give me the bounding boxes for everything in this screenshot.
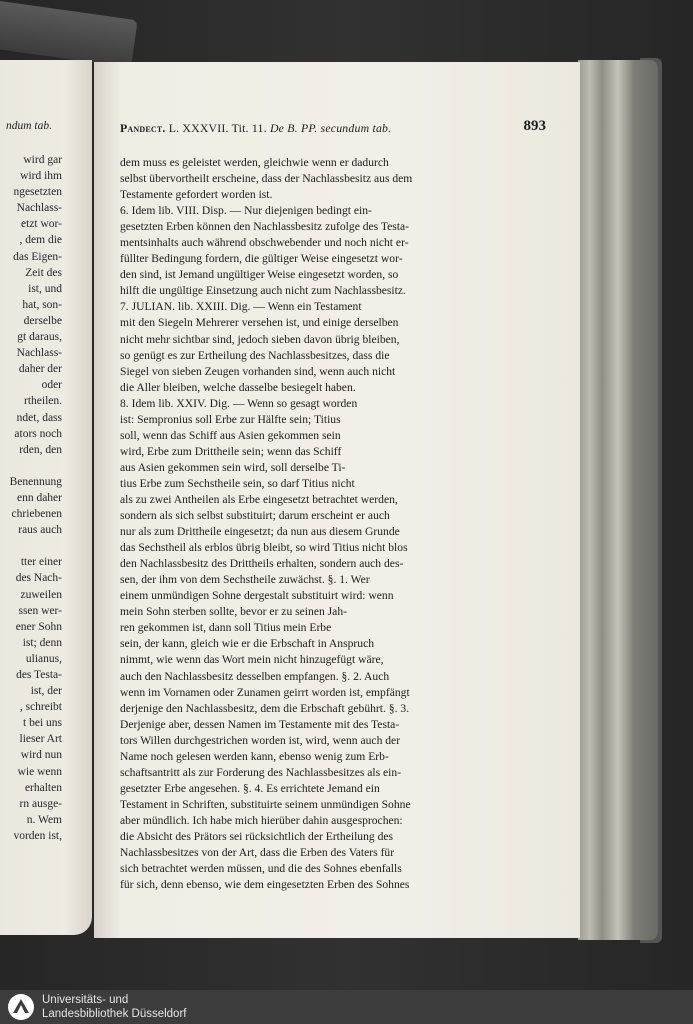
text-line: gesetzter Erbe angesehen. §. 4. Es errichtete Jemand ein (120, 781, 380, 795)
text-line: nimmt, wie wenn das Wort mein nicht hinzugefügt wäre, (120, 653, 384, 667)
text-line: den sind, ist Jemand ungültiger Weise eingesetzt worden, so (120, 268, 399, 282)
text-line: wenn im Vornamen oder Zunamen geirrt worden ist, empfängt (120, 685, 410, 699)
text-line: Siegel von sieben Zeugen vorhanden sind, wenn auch nicht (120, 364, 396, 378)
text-line: 6. Idem lib. VIII. Disp. — Nur diejenigen bedingt ein- (120, 204, 372, 218)
left-text-line: wird ihm (20, 170, 62, 183)
text-line: mein Sohn sterben sollte, bevor er zu seinen Jah- (120, 605, 347, 619)
left-page-text (10, 152, 62, 844)
text-line: tors Willen durchgestrichen worden ist, wird, wenn auch der (120, 733, 401, 747)
left-text-line (10, 538, 62, 554)
left-text-line: tter einer (20, 556, 62, 569)
left-text-line: Benennung (9, 475, 62, 488)
text-line: füllter Bedingung fordern, die gültiger Weise eingesetzt wor- (120, 252, 403, 266)
text-line: den Nachlassbesitz des Drittheils erhalten, sondern auch des- (120, 557, 404, 571)
text-line: dem muss es geleistet werden, gleichwie wenn er dadurch (120, 156, 389, 169)
text-line: Derjenige aber, dessen Namen im Testamente mit des Testa- (120, 717, 400, 731)
left-page-header: ndum tab. (6, 120, 52, 132)
text-line: selbst übervortheilt erscheine, dass der Nachlassbesitz aus dem (120, 172, 413, 186)
left-text-line: t bei uns (23, 717, 62, 730)
left-text-line: gt daraus, (17, 331, 62, 344)
text-line: Name noch gelesen werden kann, ebenso wenig zum Erb- (120, 749, 389, 763)
book-band (0, 0, 138, 68)
left-text-line (10, 458, 62, 474)
text-line: die Aller bleiben, welche dasselbe besiegelt haben. (120, 380, 356, 394)
text-line: nur als zum Drittheile eingesetzt; da nun aus diesem Grunde (120, 525, 400, 539)
left-text-line: ndet, dass (16, 411, 62, 424)
text-line: so genügt es zur Ertheilung des Nachlassbesitzes, dass die (120, 348, 390, 362)
left-text-line: daher der (18, 363, 62, 376)
book-page-edges (578, 60, 658, 940)
text-line: schaftsantritt als zur Forderung des Nachlassbesitzes als ein- (120, 765, 402, 779)
text-line: Testamente gefordert worden ist. (120, 188, 273, 202)
left-text-line: ators noch (14, 427, 62, 440)
left-text-line: Nachlass- (16, 202, 62, 215)
left-text-line: ist; denn (22, 636, 62, 649)
text-line: mentsinhalts auch während obschwebender und noch nicht er- (120, 236, 409, 250)
left-text-line: Nachlass- (16, 347, 62, 360)
running-head-pandect: Pandect. (120, 121, 166, 135)
text-line: die Absicht des Prätors sei rücksichtlich der Ertheilung des (120, 829, 394, 843)
text-line: Testament in Schriften, substituirte seinem unmündigen Sohne (120, 797, 411, 811)
left-text-line: rn ausge- (19, 797, 62, 810)
text-line: 8. Idem lib. XXIV. Dig. — Wenn so gesagt worden (120, 396, 358, 410)
text-line: ren gekommen ist, dann soll Titius mein Erbe (120, 621, 332, 635)
left-text-line: das Eigen- (13, 250, 62, 263)
page-number: 893 (523, 118, 546, 134)
text-line: auch den Nachlassbesitz desselben empfangen. §. 2. Auch (120, 669, 390, 683)
left-text-line: Zeit des (25, 266, 62, 279)
text-line: sein, der kann, gleich wie er die Erbschaft in Anspruch (120, 637, 375, 651)
text-line: sondern als sich selbst substituirt; darum erscheint er auch (120, 509, 390, 523)
text-line: soll, wenn das Schiff aus Asien gekommen sein (120, 428, 341, 442)
text-line: Nachlassbesitzes von der Art, dass die Erben des Vaters für (120, 846, 395, 860)
main-page (94, 62, 580, 938)
left-text-line: hat, son- (22, 298, 62, 311)
left-text-line: chriebenen (11, 508, 62, 521)
left-text-line: ulianus, (25, 652, 62, 665)
left-text-line: wie wenn (17, 765, 62, 778)
left-text-line: ngesetzten (13, 186, 62, 199)
text-line: das Sechstheil als erblos übrig bleibt, so wird Titius nicht blos (120, 541, 408, 555)
library-footer (0, 990, 693, 1024)
text-line: 7. JULIAN. lib. XXIII. Dig. — Wenn ein Testament (120, 300, 362, 314)
left-text-line: rden, den (19, 443, 62, 456)
text-line: aus Asien gekommen sein wird, soll derselbe Ti- (120, 460, 346, 474)
footer-line-2: Landesbibliothek Düsseldorf (42, 1008, 187, 1020)
left-text-line: , dem die (19, 234, 62, 247)
text-line: gesetzten Erben können den Nachlassbesitz zufolge des Testa- (120, 220, 410, 234)
left-text-line: vorden ist, (13, 829, 62, 842)
body-text (120, 155, 540, 893)
text-line: für sich, denn ebenso, wie dem eingesetzten Erben des Sohnes (120, 878, 410, 892)
text-line: ist: Sempronius soll Erbe zur Hälfte sein; Titius (120, 412, 341, 426)
text-line: wird, Erbe zum Drittheile sein; wenn das Schiff (120, 444, 342, 458)
text-line: als zu zwei Antheilen als Erbe eingesetzt betrachtet werden, (120, 492, 398, 506)
left-text-line: wird nun (20, 749, 62, 762)
running-head-italic: De B. PP. secundum tab. (269, 121, 392, 135)
text-line: hilft die ungültige Einsetzung auch nicht zum Nachlassbesitz. (120, 284, 406, 298)
left-text-line: , schreibt (19, 701, 62, 714)
text-line: einem unmündigen Sohne dergestalt substituirt wird: wenn (120, 589, 394, 603)
running-head (120, 118, 570, 138)
left-text-line: wird gar (23, 154, 62, 166)
running-head-title (120, 121, 391, 136)
left-text-line: rtheilen. (24, 395, 62, 408)
text-line: derjenige den Nachlassbesitz, dem die Erbschaft gebührt. §. 3. (120, 701, 410, 715)
left-text-line: ist, der (30, 685, 62, 698)
running-head-book: L. XXXVII. Tit. 11. (165, 121, 267, 135)
text-line: aber mündlich. Ich habe mich hierüber dahin ausgesprochen: (120, 813, 403, 827)
left-text-line: lieser Art (19, 733, 62, 746)
text-line: nicht mehr sichtbar sind, jedoch sieben davon übrig bleiben, (120, 332, 400, 346)
left-text-line: derselbe (23, 314, 62, 327)
left-text-line: des Testa- (16, 669, 62, 681)
left-text-line: oder (41, 379, 62, 392)
left-text-line: ist, und (28, 282, 62, 295)
left-text-line: ener Sohn (15, 620, 62, 633)
left-text-line: n. Wem (26, 813, 62, 826)
left-text-line: erhalten (24, 781, 62, 794)
text-line: sen, der ihm von dem Sechstheile zuwächst. §. 1. Wer (120, 573, 370, 587)
left-page (0, 60, 92, 935)
left-text-line: etzt wor- (21, 218, 62, 231)
text-line: tius Erbe zum Sechstheile sein, so darf Titius nicht (120, 476, 355, 490)
footer-text (42, 993, 186, 1021)
left-text-line: des Nach- (15, 572, 62, 585)
left-text-line: raus auch (18, 524, 62, 537)
left-text-line: enn daher (16, 491, 62, 504)
ulb-logo-icon (7, 993, 35, 1021)
footer-line-1: Universitäts- und (42, 994, 129, 1006)
left-text-line: zuweilen (20, 588, 62, 601)
left-text-line: ssen wer- (18, 604, 62, 617)
text-line: mit den Siegeln Mehrerer versehen ist, und einige derselben (120, 316, 399, 330)
text-line: sich betrachtet werden müssen, und die des Sohnes ebenfalls (120, 862, 402, 876)
